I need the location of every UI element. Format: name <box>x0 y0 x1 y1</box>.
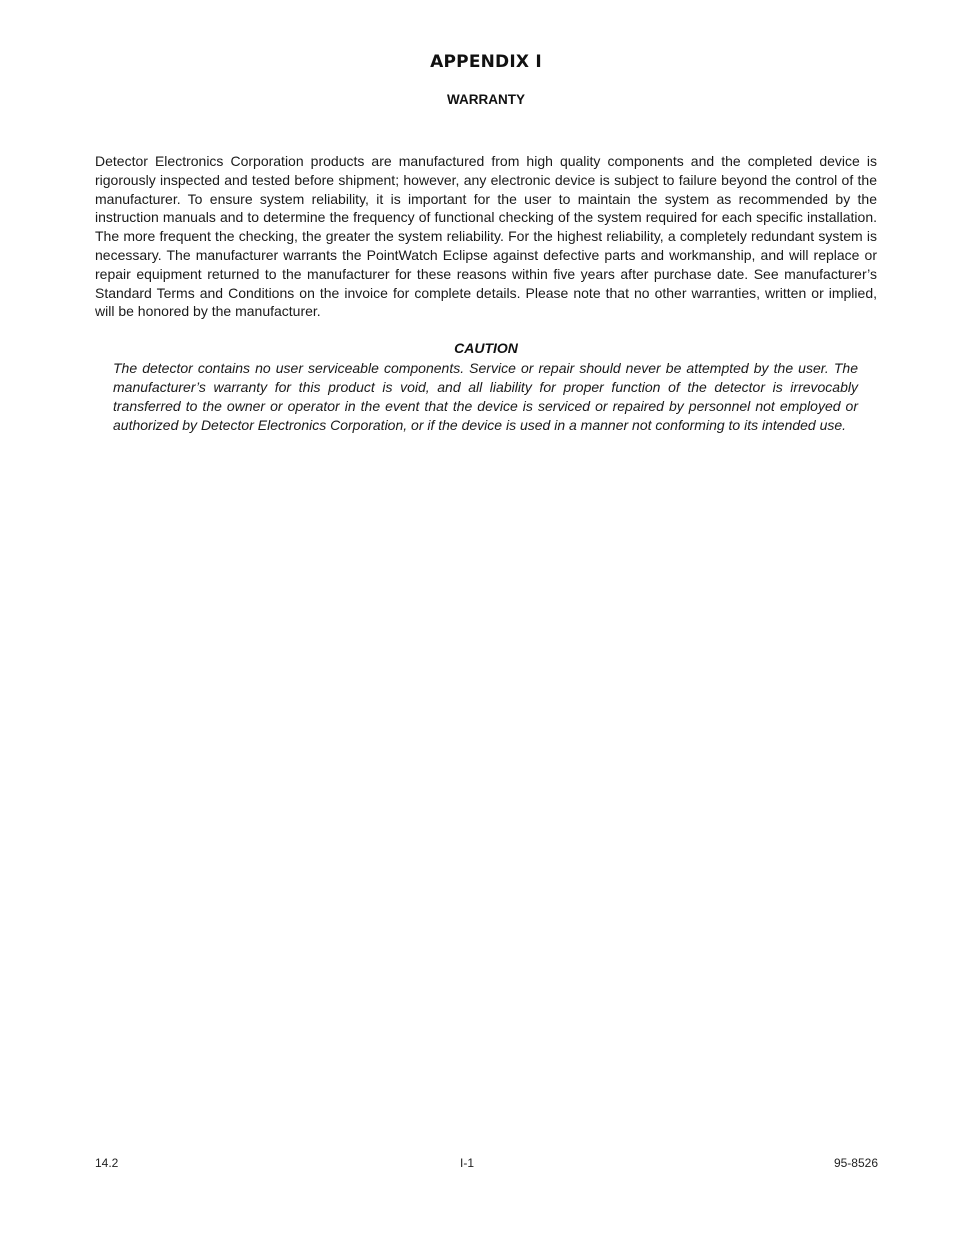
footer-document-number: 95-8526 <box>833 1156 878 1170</box>
appendix-title: APPENDIX I <box>430 52 542 72</box>
warranty-paragraph: Detector Electronics Corporation products are manufactured from high quality components and the completed device is rigorously inspected and tested before shipment; however, any electronic device is subject to failure beyond the control of the manufacturer. To ensure system reliability, it is important for the user to maintain the system as recommended by the instruction manuals and to determine the frequency of functional checking of the system required for each specific installation. The more frequent the checking, the greater the system reliability. For the highest reliability, a completely redundant system is necessary. The manufacturer warrants the PointWatch Eclipse against defective parts and workmanship, and will replace or repair equipment returned to the manufacturer for these reasons within five years after purchase date. See manufacturer’s Standard Terms and Conditions on the invoice for complete details. Please note that no other warranties, written or implied, will be honored by the manufacturer. <box>95 153 877 320</box>
caution-heading: CAUTION <box>454 340 518 356</box>
caution-paragraph: The detector contains no user serviceable components. Service or repair should never be attempted by the user. The manufacturer’s warranty for this product is void, and all liability for proper function of the detector is irrevocably transferred to the owner or operator in the event that the device is serviced or repaired by personnel not employed or authorized by Detector Electronics Corporation, or if the device is used in a manner not conforming to its intended use. <box>113 360 858 433</box>
footer-page-number: I-1 <box>460 1156 475 1170</box>
warranty-heading: WARRANTY <box>447 92 525 107</box>
footer-revision: 14.2 <box>95 1156 119 1170</box>
